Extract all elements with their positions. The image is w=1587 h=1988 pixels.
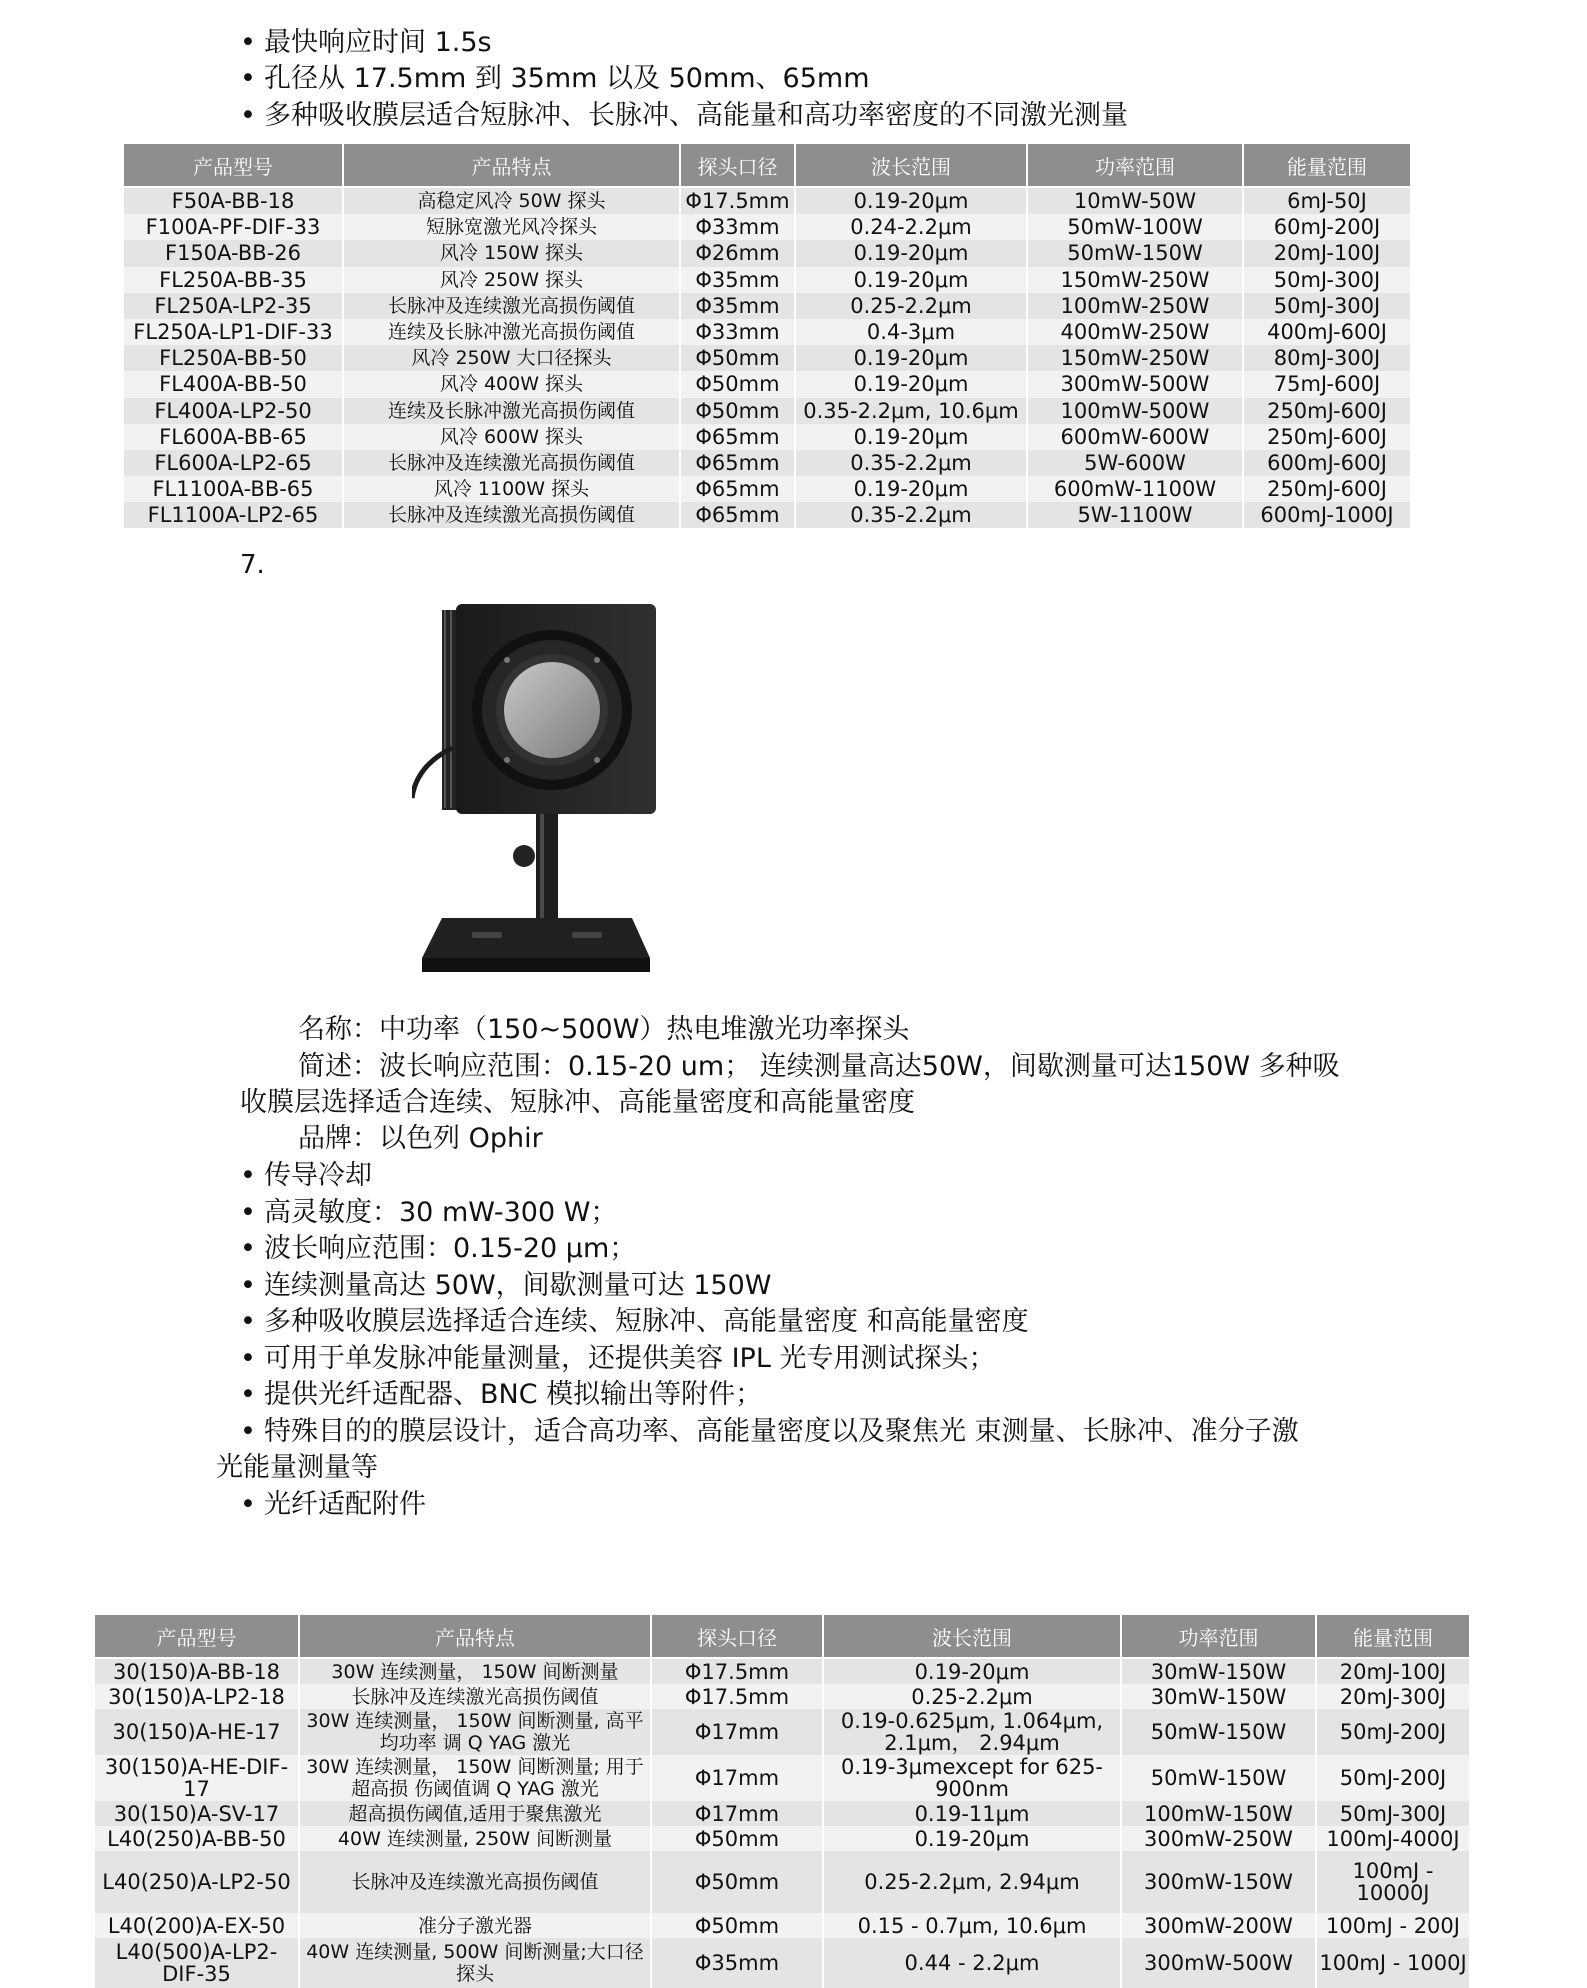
cell-wavelength: 0.15 - 0.7μm, 10.6μm [823, 1913, 1121, 1938]
cell-model: FL400A-BB-50 [123, 371, 343, 397]
cell-power: 600mW-600W [1027, 424, 1243, 450]
product-name: 名称：中功率（150~500W）热电堆激光功率探头 [298, 1014, 910, 1045]
cell-aperture: Φ50mm [651, 1913, 823, 1938]
cell-power: 50mW-100W [1027, 214, 1243, 240]
header-feature: 产品特点 [343, 143, 680, 187]
table-row [123, 214, 1411, 240]
cell-model: L40(500)A-LP2-DIF-35 [94, 1938, 299, 1988]
table-row [123, 450, 1411, 476]
table-row [123, 502, 1411, 528]
bullet-dot: • [240, 1342, 256, 1374]
cell-feature: 长脉冲及连续激光高损伤阈值 [343, 450, 680, 476]
cell-model: F100A-PF-DIF-33 [123, 214, 343, 240]
cell-wavelength: 0.19-20μm [823, 1826, 1121, 1851]
cell-power: 150mW-250W [1027, 267, 1243, 293]
bullet-item [240, 1158, 1299, 1195]
cell-feature: 超高损伤阈值,适用于聚焦激光 [299, 1801, 651, 1826]
cell-energy: 60mJ-200J [1243, 214, 1411, 240]
cell-wavelength: 0.19-11μm [823, 1801, 1121, 1826]
cell-feature: 30W 连续测量， 150W 间断测量 [299, 1658, 651, 1684]
cell-feature: 风冷 250W 探头 [343, 267, 680, 293]
cell-energy: 250mJ-600J [1243, 476, 1411, 502]
cell-energy: 50mJ-200J [1316, 1709, 1470, 1755]
bullet-text: 连续测量高达 50W，间歇测量可达 150W [264, 1269, 772, 1301]
table-row [94, 1826, 1470, 1851]
cell-power: 50mW-150W [1121, 1755, 1316, 1801]
cell-power: 100mW-150W [1121, 1801, 1316, 1826]
cell-power: 50mW-150W [1027, 240, 1243, 266]
knob [513, 845, 535, 867]
table-header-row [123, 143, 1411, 187]
cell-aperture: Φ35mm [651, 1938, 823, 1988]
header-energy: 能量范围 [1316, 1614, 1470, 1658]
cell-wavelength: 0.19-20μm [795, 240, 1027, 266]
bullet-text: 传导冷却 [264, 1160, 372, 1191]
cell-wavelength: 0.19-20μm [795, 424, 1027, 450]
cell-energy: 100mJ - 10000J [1316, 1851, 1470, 1913]
cell-wavelength: 0.44 - 2.2μm [823, 1938, 1121, 1988]
bullet-text: 多种吸收膜层选择适合连续、短脉冲、高能量密度 和高能量密度 [264, 1306, 1029, 1337]
cell-aperture: Φ26mm [680, 240, 795, 266]
cell-wavelength: 0.24-2.2μm [795, 214, 1027, 240]
header-model: 产品型号 [123, 143, 343, 187]
cell-wavelength: 0.19-20μm [795, 476, 1027, 502]
cell-aperture: Φ33mm [680, 214, 795, 240]
cell-aperture: Φ65mm [680, 424, 795, 450]
cell-feature: 高稳定风冷 50W 探头 [343, 187, 680, 214]
bullet-item [240, 25, 1128, 62]
cell-power: 5W-600W [1027, 450, 1243, 476]
table-row [123, 267, 1411, 293]
bullet-text: 光纤适配附件 [264, 1488, 426, 1520]
cell-aperture: Φ65mm [680, 476, 795, 502]
cell-power: 600mW-1100W [1027, 476, 1243, 502]
cell-model: FL1100A-BB-65 [123, 476, 343, 502]
bullet-item [240, 1341, 1299, 1378]
table-row [123, 371, 1411, 397]
cell-energy: 50mJ-300J [1316, 1801, 1470, 1826]
cell-aperture: Φ35mm [680, 267, 795, 293]
table-row [94, 1851, 1470, 1913]
cell-aperture: Φ17mm [651, 1755, 823, 1801]
bullet-text: 光能量测量等 [216, 1452, 378, 1483]
cell-power: 30mW-150W [1121, 1658, 1316, 1684]
cell-model: FL1100A-LP2-65 [123, 502, 343, 528]
cell-aperture: Φ17mm [651, 1801, 823, 1826]
bullet-dot: • [240, 1196, 256, 1228]
bullet-dot: • [240, 1269, 256, 1301]
bullet-text: 提供光纤适配器、BNC 模拟输出等附件； [264, 1379, 763, 1410]
section-number: 7. [240, 550, 265, 580]
cell-energy: 20mJ-100J [1243, 240, 1411, 266]
table-row [94, 1755, 1470, 1801]
product-description: 简述：波长响应范围：0.15-20 um； 连续测量高达50W，间歇测量可达150W 多种吸 [298, 1051, 1340, 1082]
cell-aperture: Φ50mm [680, 398, 795, 424]
base [422, 918, 650, 958]
cell-aperture: Φ50mm [680, 345, 795, 371]
cell-model: L40(250)A-LP2-50 [94, 1851, 299, 1913]
cell-feature: 长脉冲及连续激光高损伤阈值 [343, 502, 680, 528]
cell-model: FL250A-LP1-DIF-33 [123, 319, 343, 345]
table-row [123, 424, 1411, 450]
bullet-text: 多种吸收膜层适合短脉冲、长脉冲、高能量和高功率密度的不同激光测量 [264, 99, 1128, 131]
cell-feature: 风冷 600W 探头 [343, 424, 680, 450]
cell-energy: 50mJ-300J [1243, 267, 1411, 293]
top-bullet-list [240, 0, 1128, 134]
cell-energy: 80mJ-300J [1243, 345, 1411, 371]
table-body [123, 187, 1411, 528]
cell-model: FL250A-BB-50 [123, 345, 343, 371]
cell-feature: 40W 连续测量, 500W 间断测量;大口径探头 [299, 1938, 651, 1988]
cell-wavelength: 0.35-2.2μm, 10.6μm [795, 398, 1027, 424]
cell-power: 100mW-500W [1027, 398, 1243, 424]
sensor-aperture [504, 662, 600, 758]
cell-power: 10mW-50W [1027, 187, 1243, 214]
bullet-dot: • [240, 1233, 256, 1264]
cell-wavelength: 0.19-0.625μm, 1.064μm, 2.1μm， 2.94μm [823, 1709, 1121, 1755]
cell-feature: 风冷 250W 大口径探头 [343, 345, 680, 371]
cell-model: 30(150)A-HE-DIF-17 [94, 1755, 299, 1801]
bullet-item [240, 1195, 1299, 1232]
header-feature: 产品特点 [299, 1614, 651, 1658]
cell-wavelength: 0.25-2.2μm [795, 293, 1027, 319]
cell-wavelength: 0.19-20μm [795, 267, 1027, 293]
cell-model: 30(150)A-BB-18 [94, 1658, 299, 1684]
bullet-continuation [216, 1450, 1299, 1487]
cell-aperture: Φ50mm [680, 371, 795, 397]
product-photo [412, 598, 682, 990]
table-body [94, 1658, 1470, 1988]
cell-energy: 6mJ-50J [1243, 187, 1411, 214]
bullet-item [240, 1231, 1299, 1268]
cell-power: 50mW-150W [1121, 1709, 1316, 1755]
cell-wavelength: 0.19-20μm [795, 345, 1027, 371]
cell-energy: 100mJ - 1000J [1316, 1938, 1470, 1988]
table-row [94, 1913, 1470, 1938]
spec-table-2 [93, 1613, 1471, 1988]
cell-power: 300mW-500W [1027, 371, 1243, 397]
cell-wavelength: 0.19-20μm [795, 371, 1027, 397]
bullet-dot: • [240, 1306, 256, 1337]
cell-model: 30(150)A-LP2-18 [94, 1684, 299, 1709]
cell-feature: 连续及长脉冲激光高损伤阈值 [343, 398, 680, 424]
bullet-item [240, 1414, 1299, 1451]
table-row [94, 1709, 1470, 1755]
cell-energy: 600mJ-600J [1243, 450, 1411, 476]
cell-aperture: Φ17.5mm [651, 1684, 823, 1709]
bullet-text: 高灵敏度：30 mW-300 W； [264, 1196, 618, 1228]
bullet-item [240, 61, 1128, 98]
table-row [123, 345, 1411, 371]
table-row [123, 240, 1411, 266]
table-row [94, 1684, 1470, 1709]
bullet-text: 波长响应范围：0.15-20 μm； [264, 1233, 637, 1264]
cell-aperture: Φ65mm [680, 502, 795, 528]
header-energy: 能量范围 [1243, 143, 1411, 187]
cell-feature: 30W 连续测量， 150W 间断测量; 用于超高损 伤阈值调 Q YAG 激光 [299, 1755, 651, 1801]
cell-model: F50A-BB-18 [123, 187, 343, 214]
cell-aperture: Φ65mm [680, 450, 795, 476]
spec-table-1 [122, 142, 1412, 528]
cell-wavelength: 0.19-20μm [823, 1658, 1121, 1684]
header-wavelength: 波长范围 [795, 143, 1027, 187]
cell-feature: 风冷 150W 探头 [343, 240, 680, 266]
table-row [123, 476, 1411, 502]
cell-wavelength: 0.4-3μm [795, 319, 1027, 345]
cell-aperture: Φ17mm [651, 1709, 823, 1755]
bullet-item [240, 1304, 1299, 1341]
cell-model: FL600A-BB-65 [123, 424, 343, 450]
bullet-dot: • [240, 26, 256, 58]
header-wavelength: 波长范围 [823, 1614, 1121, 1658]
cell-feature: 准分子激光器 [299, 1913, 651, 1938]
header-power: 功率范围 [1027, 143, 1243, 187]
cell-aperture: Φ17.5mm [680, 187, 795, 214]
cell-wavelength: 0.35-2.2μm [795, 502, 1027, 528]
bullet-dot: • [240, 1379, 256, 1410]
cell-energy: 600mJ-1000J [1243, 502, 1411, 528]
cell-power: 300mW-500W [1121, 1938, 1316, 1988]
bullet-text: 特殊目的的膜层设计，适合高功率、高能量密度以及聚焦光 束测量、长脉冲、准分子激 [264, 1415, 1299, 1447]
cell-feature: 连续及长脉冲激光高损伤阈值 [343, 319, 680, 345]
cell-power: 100mW-250W [1027, 293, 1243, 319]
cell-model: 30(150)A-HE-17 [94, 1709, 299, 1755]
cell-aperture: Φ17.5mm [651, 1658, 823, 1684]
cell-model: L40(250)A-BB-50 [94, 1826, 299, 1851]
cell-feature: 风冷 1100W 探头 [343, 476, 680, 502]
bullet-text: 孔径从 17.5mm 到 35mm 以及 50mm、65mm [264, 63, 870, 94]
header-model: 产品型号 [94, 1614, 299, 1658]
feature-bullet-list [216, 1158, 1299, 1523]
cell-energy: 250mJ-600J [1243, 424, 1411, 450]
bullet-dot: • [240, 1488, 256, 1520]
cell-energy: 50mJ-300J [1243, 293, 1411, 319]
cell-feature: 长脉冲及连续激光高损伤阈值 [343, 293, 680, 319]
bullet-item [240, 1487, 1299, 1524]
cell-power: 400mW-250W [1027, 319, 1243, 345]
cell-feature: 长脉冲及连续激光高损伤阈值 [299, 1684, 651, 1709]
cell-energy: 50mJ-200J [1316, 1755, 1470, 1801]
table-row [123, 398, 1411, 424]
cell-feature: 40W 连续测量, 250W 间断测量 [299, 1826, 651, 1851]
cell-energy: 20mJ-300J [1316, 1684, 1470, 1709]
cell-aperture: Φ50mm [651, 1851, 823, 1913]
bullet-dot: • [240, 1160, 256, 1191]
cell-energy: 250mJ-600J [1243, 398, 1411, 424]
cell-model: FL250A-BB-35 [123, 267, 343, 293]
cell-feature: 风冷 400W 探头 [343, 371, 680, 397]
table-row [123, 187, 1411, 214]
cell-energy: 20mJ-100J [1316, 1658, 1470, 1684]
product-brand: 品牌：以色列 Ophir [298, 1123, 543, 1154]
bullet-item [240, 1377, 1299, 1414]
cell-power: 30mW-150W [1121, 1684, 1316, 1709]
cell-model: FL400A-LP2-50 [123, 398, 343, 424]
bullet-text: 可用于单发脉冲能量测量，还提供美容 IPL 光专用测试探头； [264, 1342, 996, 1374]
bullet-dot: • [240, 99, 256, 131]
cell-wavelength: 0.25-2.2μm, 2.94μm [823, 1851, 1121, 1913]
cell-wavelength: 0.35-2.2μm [795, 450, 1027, 476]
cell-power: 150mW-250W [1027, 345, 1243, 371]
bullet-item [240, 98, 1128, 135]
cell-wavelength: 0.19-20μm [795, 187, 1027, 214]
cell-energy: 75mJ-600J [1243, 371, 1411, 397]
cell-energy: 400mJ-600J [1243, 319, 1411, 345]
cell-power: 300mW-200W [1121, 1913, 1316, 1938]
table-row [123, 319, 1411, 345]
table-row [94, 1801, 1470, 1826]
cell-wavelength: 0.25-2.2μm [823, 1684, 1121, 1709]
product-description-cont: 收膜层选择适合连续、短脉冲、高能量密度和高能量密度 [240, 1087, 915, 1118]
bullet-dot: • [240, 1415, 256, 1447]
cell-model: 30(150)A-SV-17 [94, 1801, 299, 1826]
cell-feature: 长脉冲及连续激光高损伤阈值 [299, 1851, 651, 1913]
cell-power: 5W-1100W [1027, 502, 1243, 528]
cell-feature: 30W 连续测量， 150W 间断测量, 高平均功率 调 Q YAG 激光 [299, 1709, 651, 1755]
table-row [94, 1938, 1470, 1988]
bullet-item [240, 1268, 1299, 1305]
header-aperture: 探头口径 [651, 1614, 823, 1658]
cell-wavelength: 0.19-3μmexcept for 625-900nm [823, 1755, 1121, 1801]
cell-model: FL600A-LP2-65 [123, 450, 343, 476]
header-aperture: 探头口径 [680, 143, 795, 187]
table-row [94, 1658, 1470, 1684]
cell-aperture: Φ33mm [680, 319, 795, 345]
header-power: 功率范围 [1121, 1614, 1316, 1658]
bullet-text: 最快响应时间 1.5s [264, 26, 492, 58]
table-header-row [94, 1614, 1470, 1658]
cell-aperture: Φ50mm [651, 1826, 823, 1851]
cell-energy: 100mJ - 200J [1316, 1913, 1470, 1938]
cell-model: FL250A-LP2-35 [123, 293, 343, 319]
bullet-dot: • [240, 63, 256, 94]
cell-energy: 100mJ-4000J [1316, 1826, 1470, 1851]
cell-aperture: Φ35mm [680, 293, 795, 319]
cell-model: F150A-BB-26 [123, 240, 343, 266]
cell-feature: 短脉宽激光风冷探头 [343, 214, 680, 240]
cell-power: 300mW-150W [1121, 1851, 1316, 1913]
cell-power: 300mW-250W [1121, 1826, 1316, 1851]
cell-model: L40(200)A-EX-50 [94, 1913, 299, 1938]
post [536, 814, 558, 924]
table-row [123, 293, 1411, 319]
